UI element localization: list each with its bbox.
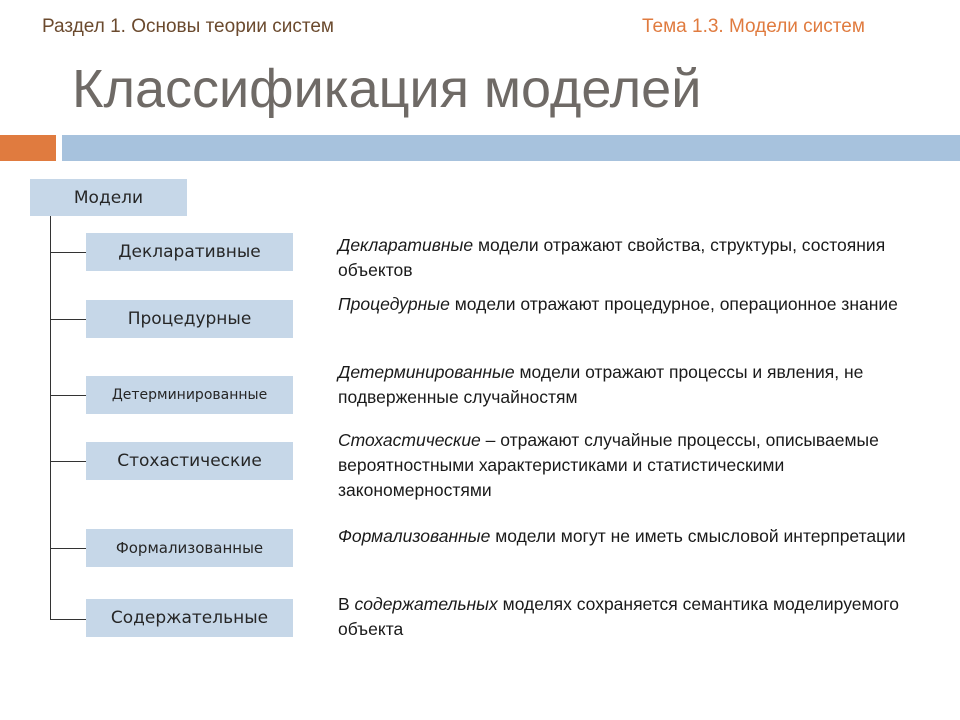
desc-term: Процедурные <box>338 294 450 314</box>
title-bar-accent <box>0 135 56 161</box>
node-declarative: Декларативные <box>86 233 293 271</box>
tree-root-node: Модели <box>30 179 187 216</box>
desc-declarative <box>338 233 938 283</box>
title-bar <box>62 135 960 161</box>
desc-text: модели отражают свойства, структуры, состояния объектов <box>338 235 886 280</box>
tree-branch-line <box>50 252 87 253</box>
desc-term: Детерминированные <box>338 362 515 382</box>
header-section: Раздел 1. Основы теории систем <box>42 16 334 37</box>
desc-text: модели отражают процессы и явления, не подверженные случайностям <box>338 362 864 407</box>
desc-text: – отражают случайные процессы, описываемые вероятностными характеристиками и статистическими закономерностями <box>338 430 879 500</box>
node-deterministic: Детерминированные <box>86 376 293 414</box>
tree-trunk-line <box>50 216 51 620</box>
tree-branch-line <box>50 548 87 549</box>
node-content: Содержательные <box>86 599 293 637</box>
desc-term: Формализованные <box>338 526 491 546</box>
desc-text: моделях сохраняется семантика моделируемого объекта <box>338 594 899 639</box>
tree-branch-line <box>50 461 87 462</box>
desc-content <box>338 592 938 642</box>
desc-text: модели могут не иметь смысловой интерпретации <box>490 526 906 546</box>
header-topic: Тема 1.3. Модели систем <box>642 16 865 37</box>
desc-term: Декларативные <box>338 235 474 255</box>
desc-text: модели отражают процедурное, операционное знание <box>449 294 898 314</box>
desc-procedural <box>338 292 938 317</box>
desc-stochastic <box>338 428 938 503</box>
desc-formalized <box>338 524 938 549</box>
desc-term: Стохастические <box>338 430 481 450</box>
slide-title: Классификация моделей <box>72 59 702 119</box>
desc-term: содержательных <box>354 594 498 614</box>
tree-branch-line <box>50 395 87 396</box>
desc-deterministic <box>338 360 938 410</box>
node-formalized: Формализованные <box>86 529 293 567</box>
node-stochastic: Стохастические <box>86 442 293 480</box>
tree-branch-line <box>50 619 87 620</box>
tree-branch-line <box>50 319 87 320</box>
node-procedural: Процедурные <box>86 300 293 338</box>
desc-prefix: В <box>338 594 355 614</box>
